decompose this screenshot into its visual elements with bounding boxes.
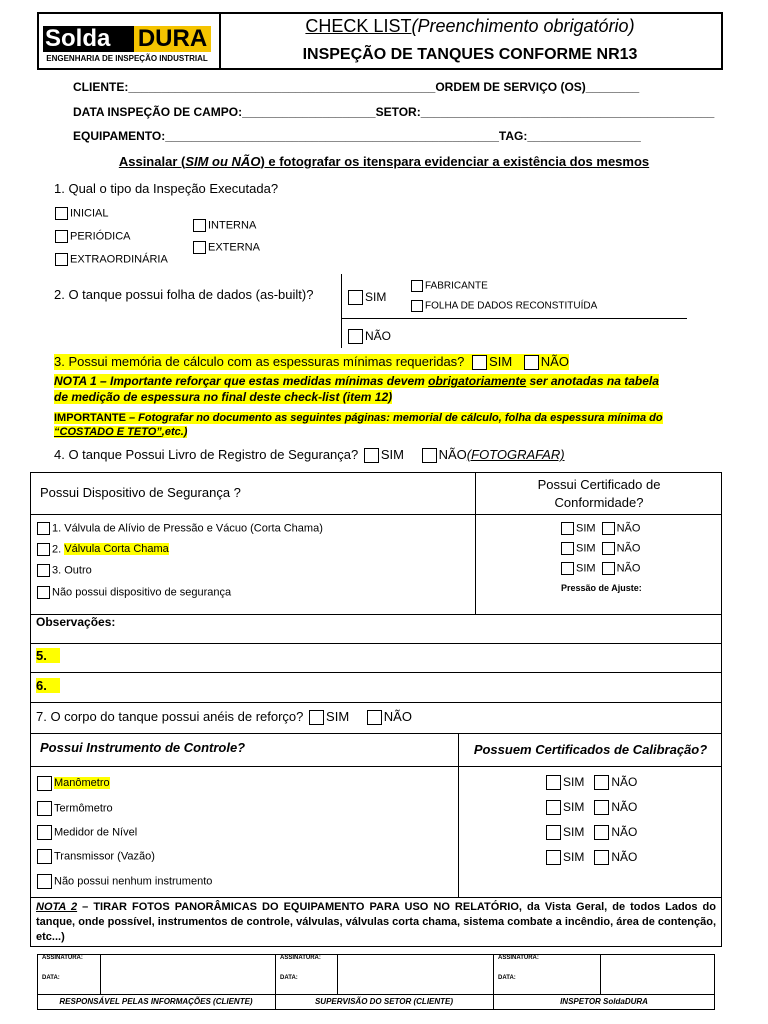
checkbox-icon[interactable] bbox=[602, 522, 615, 535]
checkbox-icon[interactable] bbox=[193, 241, 206, 254]
checkbox-icon[interactable] bbox=[594, 800, 609, 815]
item-label: Transmissor (Vazão) bbox=[54, 850, 155, 863]
checkbox-icon[interactable] bbox=[37, 586, 50, 599]
importante-label: IMPORTANTE bbox=[54, 412, 126, 424]
instr-item-manometro[interactable] bbox=[37, 776, 110, 791]
nota1-text-c: ser anotadas na tabela bbox=[526, 374, 659, 388]
sig-col-2a bbox=[337, 954, 338, 994]
sig-col-3a bbox=[600, 954, 601, 994]
q1-option-periodica[interactable] bbox=[55, 230, 131, 243]
data-setor-field[interactable]: DATA INSPEÇÃO DE CAMPO:____________________SETOR:____________________________________________ bbox=[73, 105, 715, 119]
nao-label: NÃO bbox=[616, 522, 641, 535]
checkbox-icon[interactable] bbox=[411, 300, 423, 312]
cliente-field[interactable]: CLIENTE:______________________________________________ORDEM DE SERVIÇO (OS)________ bbox=[73, 80, 640, 94]
nota1-line1 bbox=[54, 374, 659, 388]
checkbox-icon[interactable] bbox=[37, 543, 50, 556]
checkbox-icon[interactable] bbox=[348, 329, 363, 344]
instrumento-head-left: Possui Instrumento de Controle? bbox=[40, 740, 246, 755]
q4-nao-label: NÃO bbox=[438, 447, 467, 462]
q2-label: 2. O tanque possui folha de dados (as-built)? bbox=[54, 287, 314, 302]
title-main: CHECK LIST bbox=[305, 16, 412, 36]
instr-item-transmissor[interactable] bbox=[37, 849, 155, 864]
sig3-assinatura-label: ASSINATURA: bbox=[498, 955, 539, 961]
q6-row[interactable] bbox=[30, 672, 722, 703]
checkbox-icon[interactable] bbox=[37, 874, 52, 889]
q1-option-inicial[interactable] bbox=[55, 207, 109, 220]
q7-nao-label: NÃO bbox=[383, 709, 412, 724]
checkbox-icon[interactable] bbox=[37, 564, 50, 577]
instruction-part-c: ) e fotografar os itenspara evidenciar a existência dos mesmos bbox=[260, 154, 650, 169]
checkbox-icon[interactable] bbox=[37, 801, 52, 816]
q2-nao[interactable] bbox=[348, 329, 391, 344]
nota2-text-b: – TIRAR FOTOS PANORÂMICAS DO EQUIPAMENTO PARA USO NO RELATÓRIO, bbox=[77, 901, 522, 913]
q3-sim-checkbox-icon[interactable] bbox=[472, 355, 487, 370]
disp-item-4[interactable] bbox=[37, 586, 231, 599]
checkbox-icon[interactable] bbox=[546, 850, 561, 865]
q7-sim-checkbox-icon[interactable] bbox=[309, 710, 324, 725]
checkbox-icon[interactable] bbox=[411, 280, 423, 292]
logo-cell bbox=[39, 14, 221, 68]
dispositivo-head-left: Possui Dispositivo de Segurança ? bbox=[40, 485, 241, 500]
disp-item-3[interactable] bbox=[37, 564, 92, 577]
instrumento-head-right: Possuem Certificados de Calibração? bbox=[473, 742, 708, 757]
sim-label: SIM bbox=[576, 542, 596, 555]
sim-label: SIM bbox=[576, 562, 596, 575]
nota1-text-b: obrigatoriamente bbox=[428, 374, 527, 388]
q4-nao-checkbox-icon[interactable] bbox=[422, 448, 437, 463]
nao-label: NÃO bbox=[611, 800, 638, 814]
disp-item-2[interactable] bbox=[37, 543, 169, 556]
item-label: Não possui nenhum instrumento bbox=[54, 875, 213, 888]
nota2-text-c: da Vista Geral, de todos Lados do tanque, onde possível, instrumentos de controle, válvulas, válvulas corta chama, sistema combate a incêndio, área de contenção, etc...) bbox=[36, 901, 716, 943]
checkbox-icon[interactable] bbox=[561, 562, 574, 575]
q3-label bbox=[54, 354, 569, 370]
option-label: INTERNA bbox=[208, 219, 257, 232]
checkbox-icon[interactable] bbox=[37, 849, 52, 864]
importante-line2 bbox=[54, 426, 187, 438]
instrumento-header-line bbox=[30, 766, 722, 767]
option-label: NÃO bbox=[365, 329, 392, 343]
sim-label: SIM bbox=[563, 825, 585, 839]
q3-nao-label: NÃO bbox=[540, 354, 569, 369]
instr-cert-row-4 bbox=[546, 850, 637, 865]
disp-item-1[interactable] bbox=[37, 522, 323, 535]
instruction-part-a: Assinalar ( bbox=[118, 154, 186, 169]
head-right-line2: Conformidade? bbox=[554, 495, 644, 510]
q7-text: 7. O corpo do tanque possui anéis de reforço? bbox=[36, 709, 304, 724]
q1-option-externa[interactable] bbox=[193, 241, 260, 254]
nota2-label: NOTA 2 bbox=[36, 901, 78, 913]
checkbox-icon[interactable] bbox=[546, 775, 561, 790]
q1-option-interna[interactable] bbox=[193, 219, 256, 232]
checkbox-icon[interactable] bbox=[546, 800, 561, 815]
checkbox-icon[interactable] bbox=[37, 522, 50, 535]
q4-text: 4. O tanque Possui Livro de Registro de Segurança? bbox=[54, 447, 359, 462]
logo-dura: DURA bbox=[134, 26, 211, 52]
company-logo bbox=[43, 26, 211, 52]
nao-label: NÃO bbox=[611, 775, 638, 789]
disp-cert-row-2 bbox=[561, 542, 640, 555]
instr-cert-row-1 bbox=[546, 775, 637, 790]
instruction-part-b: SIM ou NÃO bbox=[185, 154, 261, 169]
head-right-line1: Possui Certificado de bbox=[537, 477, 661, 492]
observacoes-row bbox=[30, 614, 722, 644]
option-label: PERIÓDICA bbox=[70, 230, 131, 243]
q2-hline bbox=[341, 318, 687, 319]
instr-item-termometro[interactable] bbox=[37, 801, 113, 816]
logo-solda: Solda bbox=[45, 25, 111, 52]
nao-label: NÃO bbox=[616, 562, 641, 575]
item-label-highlight: Válvula Corta Chama bbox=[64, 543, 169, 556]
checkbox-icon[interactable] bbox=[594, 825, 609, 840]
option-label: EXTRAORDINÁRIA bbox=[70, 253, 168, 266]
nota1-line2: de medição de espessura no final deste check-list (item 12) bbox=[54, 390, 393, 404]
q6-label: 6. bbox=[36, 678, 60, 693]
sig1-assinatura-label: ASSINATURA: bbox=[42, 955, 83, 961]
dispositivo-header-line bbox=[30, 514, 722, 515]
disp-cert-row-1 bbox=[561, 522, 640, 535]
sig3-data-label: DATA: bbox=[498, 975, 516, 981]
q1-label: 1. Qual o tipo da Inspeção Executada? bbox=[54, 181, 279, 196]
checkbox-icon[interactable] bbox=[37, 825, 52, 840]
checkbox-icon[interactable] bbox=[348, 290, 363, 305]
q4-sim-checkbox-icon[interactable] bbox=[364, 448, 379, 463]
checkbox-icon[interactable] bbox=[561, 542, 574, 555]
checkbox-icon[interactable] bbox=[602, 542, 615, 555]
sim-label: SIM bbox=[563, 850, 585, 864]
sim-label: SIM bbox=[563, 800, 585, 814]
instr-cert-row-2 bbox=[546, 800, 637, 815]
logo-subtitle: ENGENHARIA DE INSPEÇÃO INDUSTRIAL bbox=[46, 54, 208, 63]
checkbox-icon[interactable] bbox=[193, 219, 206, 232]
sig3-inspetor: INSPETOR SoldaDURA bbox=[560, 997, 648, 1006]
page-title bbox=[219, 16, 721, 37]
sig1-data-label: DATA: bbox=[42, 975, 60, 981]
q5-row[interactable] bbox=[30, 643, 722, 673]
page-subtitle: INSPEÇÃO DE TANQUES CONFORME NR13 bbox=[302, 46, 638, 63]
item-label: 3. Outro bbox=[52, 564, 92, 577]
instruction-line bbox=[0, 154, 768, 169]
q3-nao-checkbox-icon[interactable] bbox=[524, 355, 539, 370]
checkbox-icon[interactable] bbox=[37, 776, 52, 791]
equipamento-tag-field[interactable]: EQUIPAMENTO:__________________________________________________TAG:_________________ bbox=[73, 129, 641, 143]
importante-line1 bbox=[54, 412, 663, 424]
q2-folha-reconstituida[interactable] bbox=[411, 300, 597, 312]
q7-nao-checkbox-icon[interactable] bbox=[367, 710, 382, 725]
q4-fotografar: (FOTOGRAFAR) bbox=[466, 447, 565, 462]
q2-divider bbox=[341, 274, 342, 348]
nota1-text-a: NOTA 1 – Importante reforçar que estas medidas mínimas devem bbox=[54, 374, 429, 388]
q4-label bbox=[54, 447, 565, 463]
sig2-assinatura-label: ASSINATURA: bbox=[280, 955, 321, 961]
q2-fabricante[interactable] bbox=[411, 280, 488, 292]
instrumento-col-divider bbox=[458, 733, 459, 898]
checkbox-icon[interactable] bbox=[594, 775, 609, 790]
sig1-responsavel: RESPONSÁVEL PELAS INFORMAÇÕES (CLIENTE) bbox=[59, 997, 253, 1006]
instr-cert-row-3 bbox=[546, 825, 637, 840]
sim-label: SIM bbox=[563, 775, 585, 789]
importante-costado: “COSTADO E TETO” bbox=[54, 426, 162, 438]
sig2-supervisao: SUPERVISÃO DO SETOR (CLIENTE) bbox=[314, 997, 454, 1006]
sig2-data-label: DATA: bbox=[280, 975, 298, 981]
sig-col-1a bbox=[100, 954, 101, 994]
checkbox-icon[interactable] bbox=[561, 522, 574, 535]
sim-label: SIM bbox=[576, 522, 596, 535]
checkbox-icon[interactable] bbox=[602, 562, 615, 575]
dispositivo-head-right bbox=[476, 476, 722, 512]
title-italic: (Preenchimento obrigatório) bbox=[411, 16, 635, 36]
pressao-ajuste: Pressão de Ajuste: bbox=[561, 583, 642, 593]
item-label: 1. Válvula de Alívio de Pressão e Vácuo (Corta Chama) bbox=[52, 522, 323, 535]
checkbox-icon[interactable] bbox=[55, 253, 68, 266]
q3-sim-label: SIM bbox=[489, 354, 513, 369]
observacoes-label: Observações: bbox=[36, 615, 116, 629]
item-label: Termômetro bbox=[54, 802, 113, 815]
q5-label: 5. bbox=[36, 648, 60, 663]
q2-sim[interactable] bbox=[348, 290, 386, 305]
disp-cert-row-3 bbox=[561, 562, 640, 575]
item-label: Medidor de Nível bbox=[54, 826, 138, 839]
q7-label bbox=[36, 709, 412, 725]
nao-label: NÃO bbox=[611, 825, 638, 839]
item-label: Não possui dispositivo de segurança bbox=[52, 586, 232, 599]
item-label: Manômetro bbox=[54, 777, 110, 790]
item-label: 2. bbox=[52, 543, 65, 556]
checkbox-icon[interactable] bbox=[55, 230, 68, 243]
option-label: EXTERNA bbox=[208, 241, 260, 254]
q7-sim-label: SIM bbox=[326, 709, 350, 724]
checkbox-icon[interactable] bbox=[55, 207, 68, 220]
nao-label: NÃO bbox=[616, 542, 641, 555]
option-label: INICIAL bbox=[70, 207, 109, 220]
nota2-text bbox=[36, 900, 716, 945]
option-label: FABRICANTE bbox=[425, 280, 488, 292]
q4-sim-label: SIM bbox=[380, 447, 404, 462]
instr-item-nenhum[interactable] bbox=[37, 874, 212, 889]
importante-etc: ,etc.) bbox=[161, 426, 188, 438]
option-label: FOLHA DE DADOS RECONSTITUÍDA bbox=[425, 300, 598, 312]
checkbox-icon[interactable] bbox=[594, 850, 609, 865]
option-label: SIM bbox=[365, 290, 387, 304]
instr-item-medidor-nivel[interactable] bbox=[37, 825, 137, 840]
signature-row-line bbox=[37, 994, 715, 995]
q1-option-extraordinaria[interactable] bbox=[55, 253, 168, 266]
checkbox-icon[interactable] bbox=[546, 825, 561, 840]
q3-text: 3. Possui memória de cálculo com as espessuras mínimas requeridas? bbox=[54, 354, 465, 369]
nao-label: NÃO bbox=[611, 850, 638, 864]
importante-text: – Fotografar no documento as seguintes páginas: memorial de cálculo, folha da espessura mínima do bbox=[125, 412, 663, 424]
header bbox=[37, 12, 723, 70]
